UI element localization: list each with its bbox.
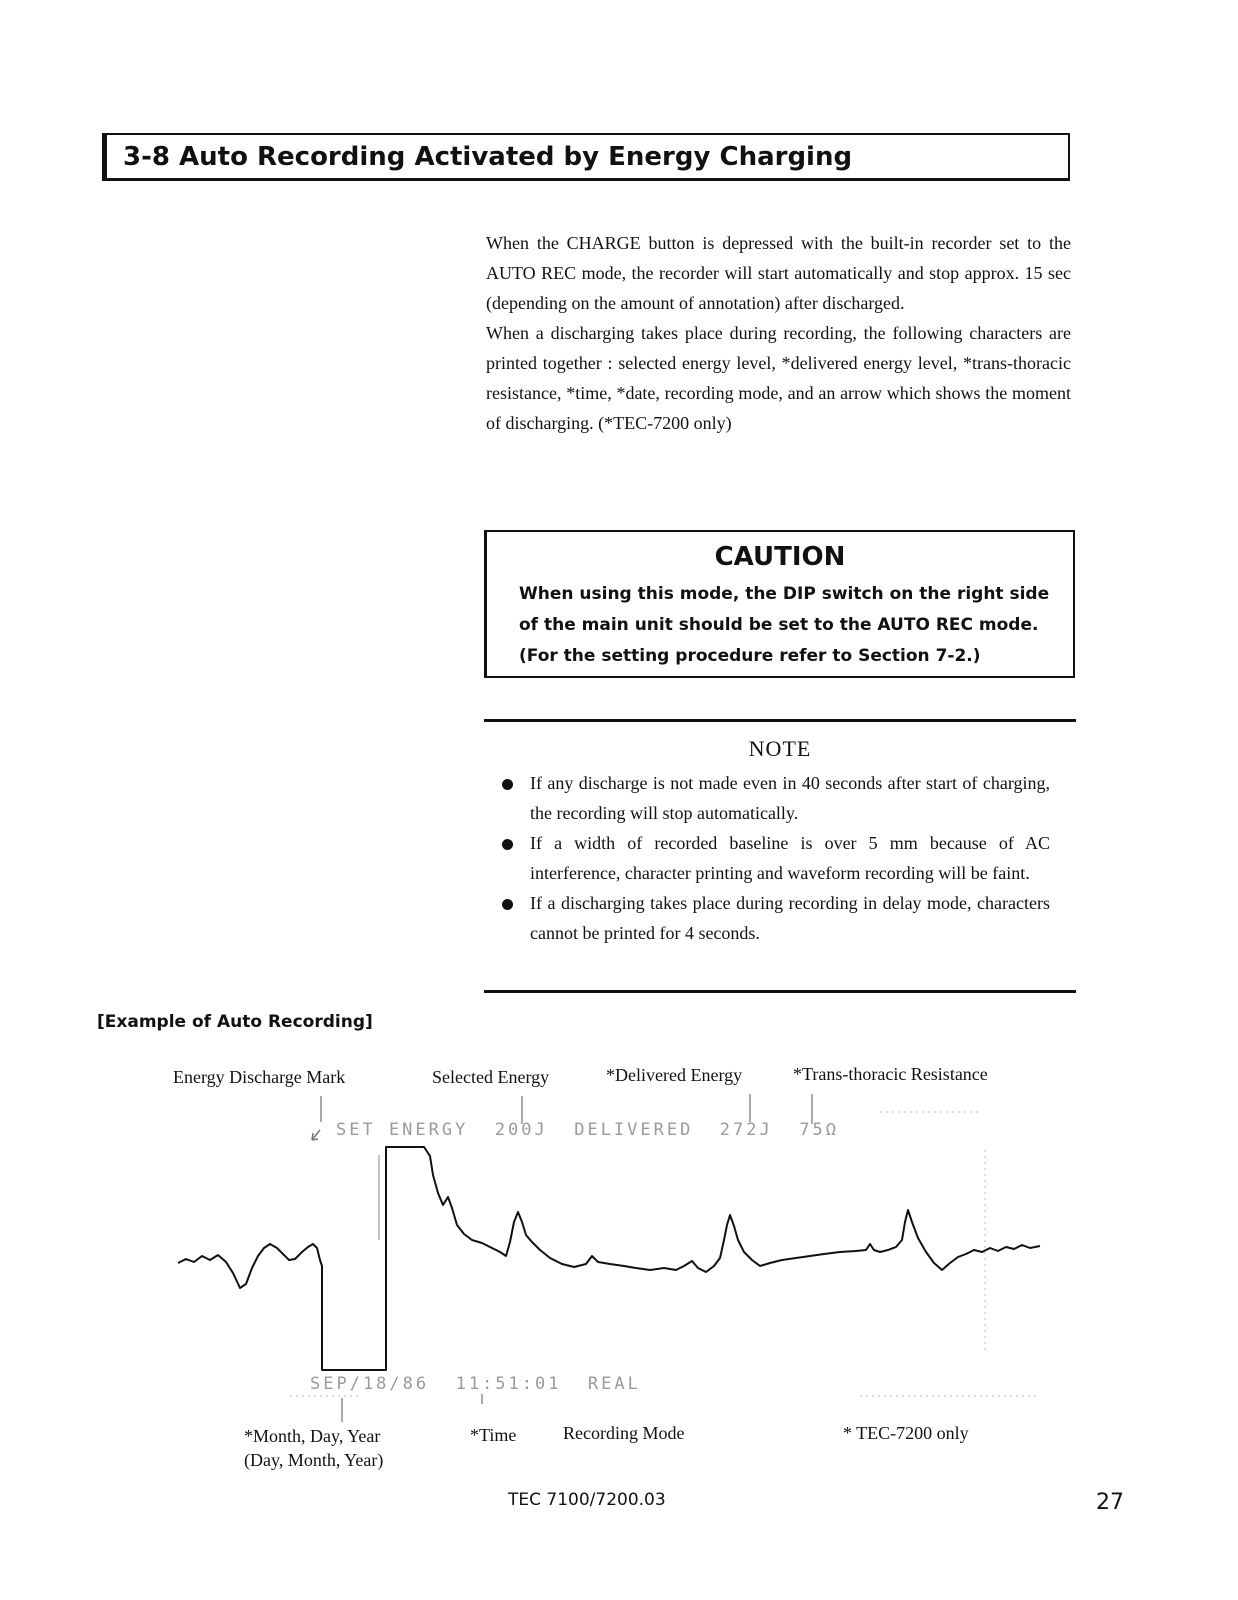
leader-lines (321, 1094, 812, 1422)
label-recording-mode: Recording Mode (563, 1423, 685, 1443)
body-paragraph-1: When the CHARGE button is depressed with the built-in recorder set to the AUTO REC mode, the recorder will start automatically and stop approx. 15 sec (depending on the amount of annotation) after discharged. (486, 233, 1071, 313)
label-date-line-2: (Day, Month, Year) (244, 1450, 384, 1470)
caution-title: CAUTION (714, 542, 846, 572)
label-delivered-energy: *Delivered Energy (606, 1065, 743, 1085)
caution-line-3: (For the setting procedure refer to Section 7-2.) (519, 646, 981, 666)
discharge-arrow-icon (312, 1130, 320, 1140)
footer-model: TEC 7100/7200.03 (508, 1490, 666, 1510)
label-model-note: * TEC-7200 only (843, 1423, 969, 1443)
label-discharge-mark: Energy Discharge Mark (173, 1067, 346, 1087)
caution-line-1: When using this mode, the DIP switch on the right side (519, 584, 1050, 604)
section-title: 3-8 Auto Recording Activated by Energy Charging (123, 142, 853, 172)
note-item-text: If a discharging takes place during recording in delay mode, characters cannot be printed for 4 seconds. (530, 893, 1050, 943)
ecg-trace (178, 1147, 1040, 1370)
printout-top-line: SET ENERGY 200J DELIVERED 272J 75Ω (336, 1120, 839, 1140)
label-date-line-1: *Month, Day, Year (244, 1426, 381, 1446)
note-title: NOTE (748, 736, 812, 761)
label-resistance: *Trans-thoracic Resistance (793, 1064, 988, 1084)
label-time: *Time (470, 1425, 517, 1445)
page-number: 27 (1096, 1490, 1124, 1515)
note-item-text: If any discharge is not made even in 40 seconds after start of charging, the recording will stop automatically. (530, 773, 1050, 823)
label-date (244, 1424, 383, 1472)
note-item-text: If a width of recorded baseline is over 5 mm because of AC interference, character printing and waveform recording will be faint. (530, 833, 1050, 883)
label-selected-energy: Selected Energy (432, 1067, 550, 1087)
caution-line-2: of the main unit should be set to the AUTO REC mode. (519, 615, 1039, 635)
example-heading: [Example of Auto Recording] (97, 1012, 373, 1032)
body-paragraph-2: When a discharging takes place during recording, the following characters are printed together : selected energy level, *delivered energy level, *trans-thoracic resistance, *time, *date, recording mode, and an arrow which shows the moment of discharging. (*TEC-7200 only) (486, 323, 1071, 433)
printout-bottom-line: SEP/18/86 11:51:01 REAL (310, 1374, 641, 1394)
